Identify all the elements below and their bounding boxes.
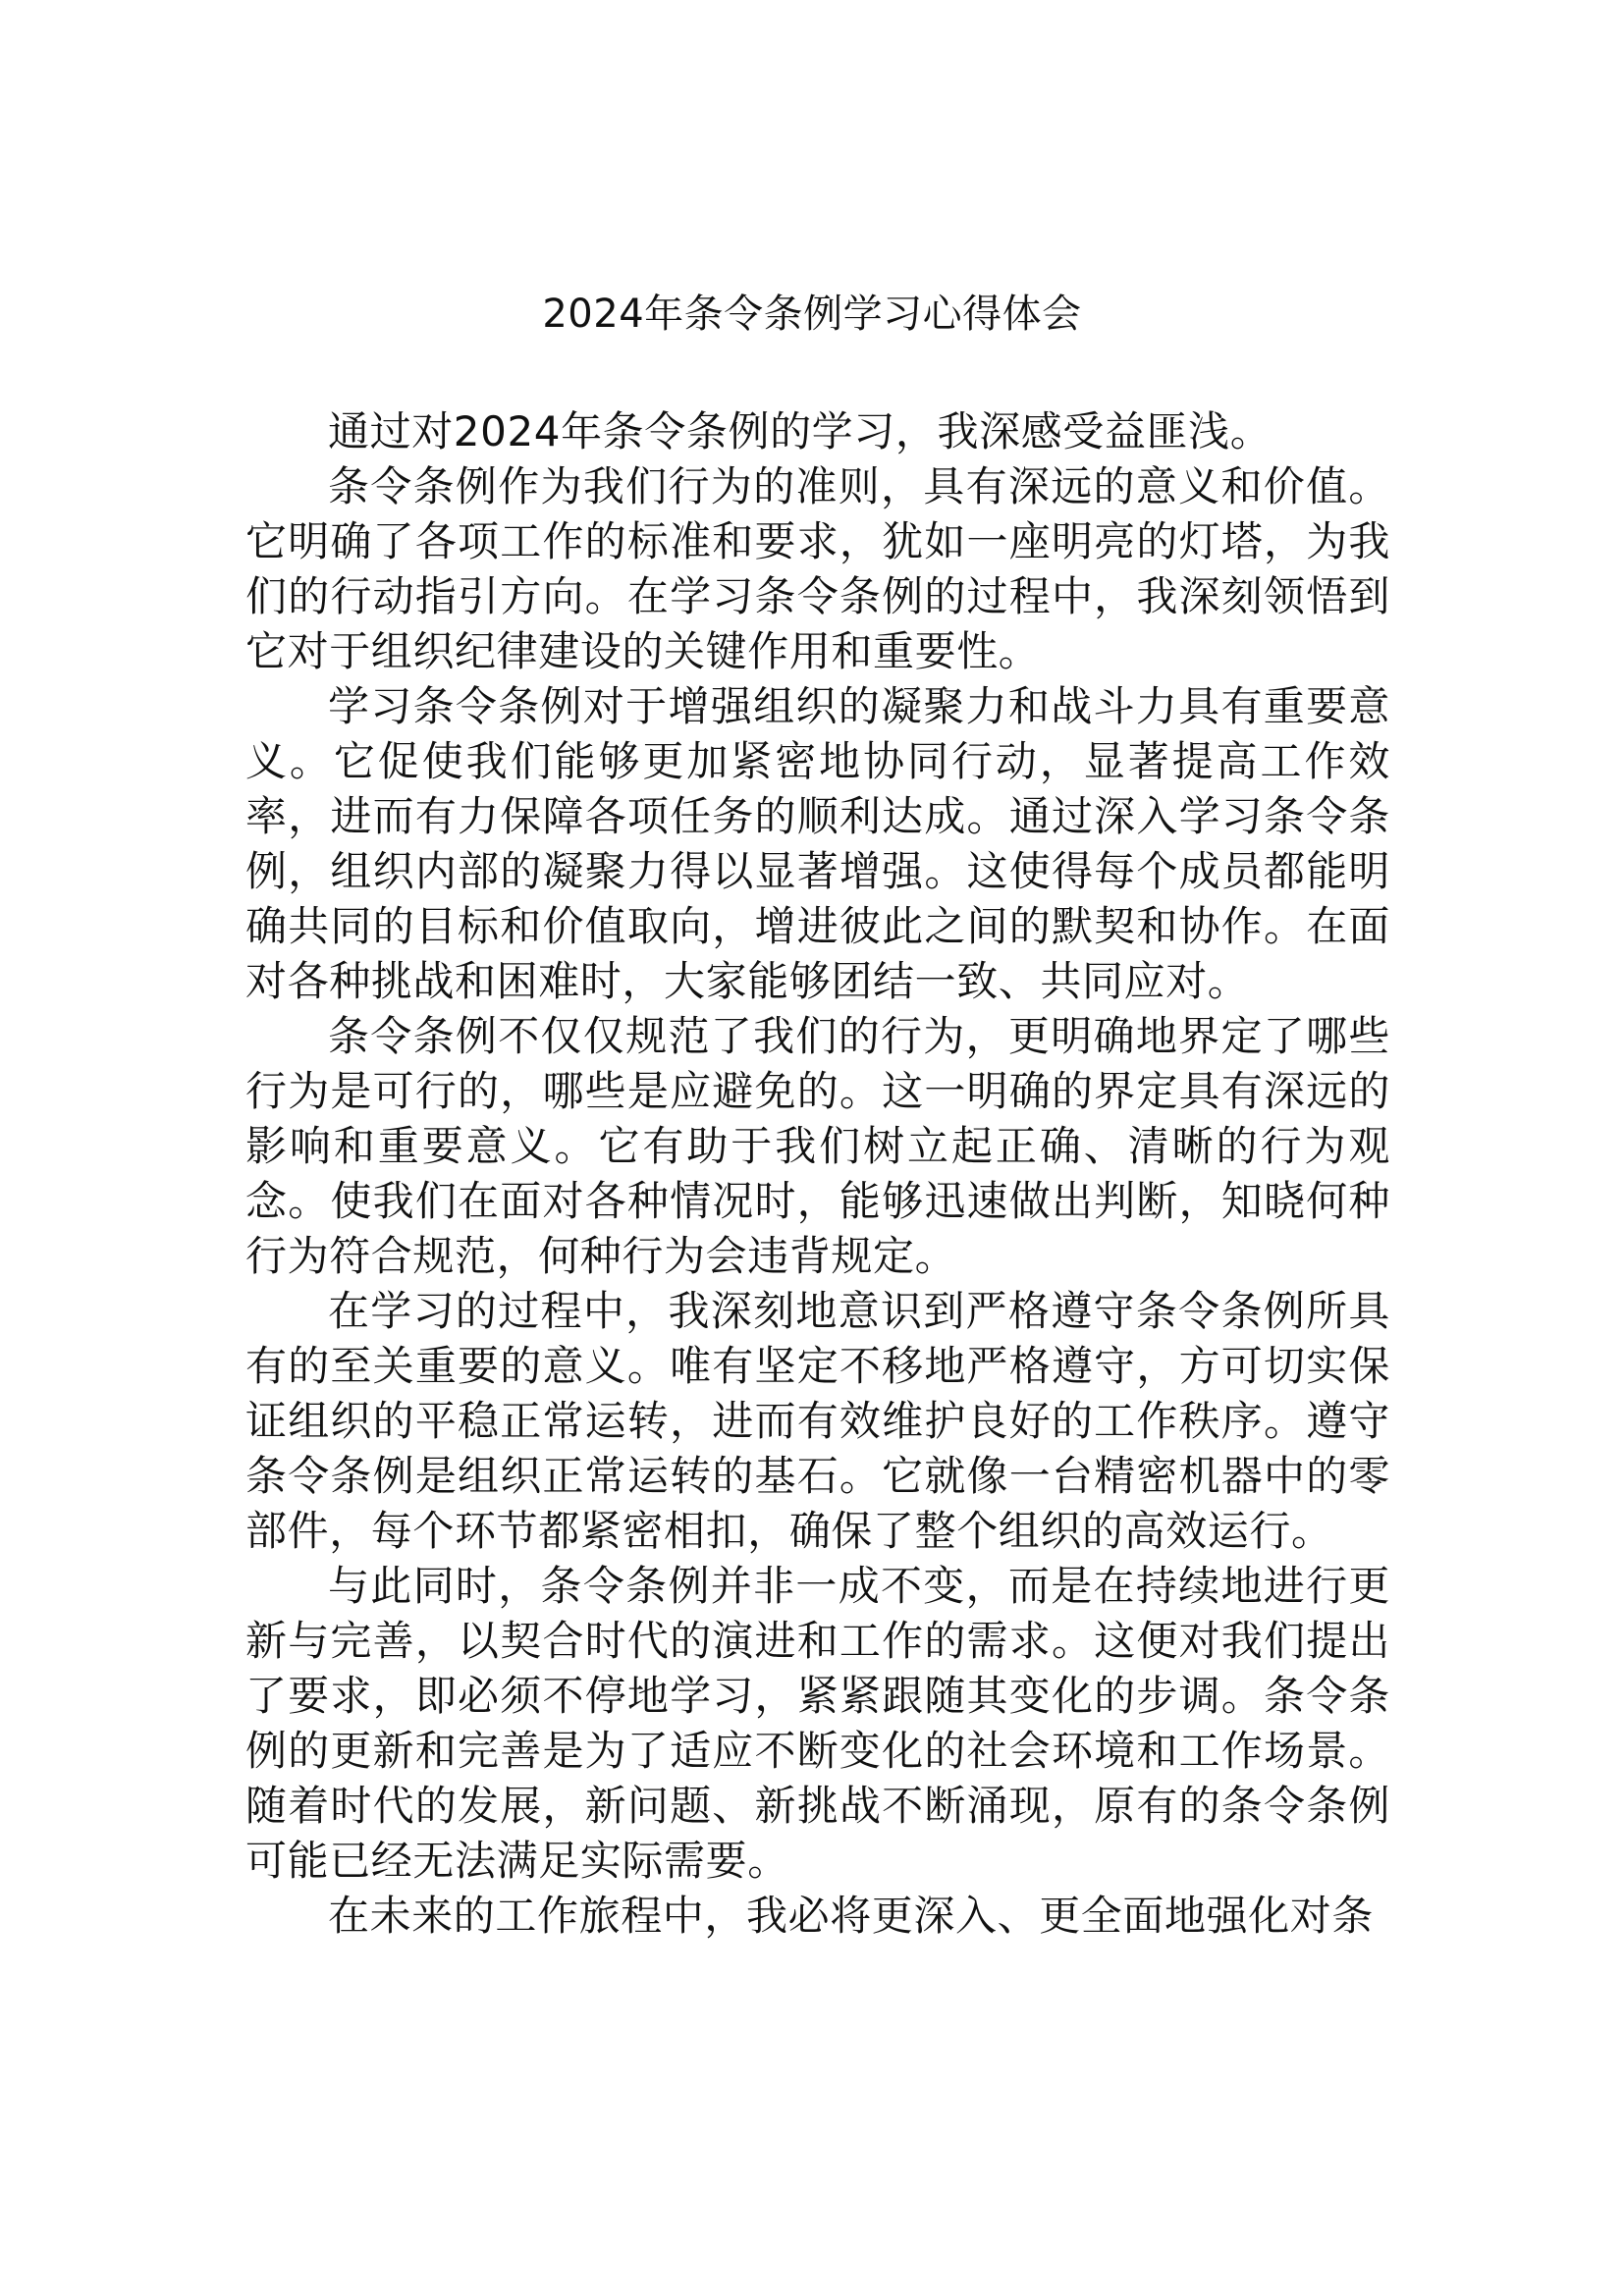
paragraph-7: 在未来的工作旅程中，我必将更深入、更全面地强化对条 (328, 1892, 1375, 1940)
paragraph-6: 与此同时，条令条例并非一成不变，而是在持续地进行更新与完善，以契合时代的演进和工作的需求。这便对我们提出了要求，即必须不停地学习，紧紧跟随其变化的步调。条令条例的更新和完善是为了适应不断变化的社会环境和工作场景。随着时代的发展，新问题、新挑战不断涌现，原有的条令条例可能已经无法满足实际需要。 (245, 1562, 1390, 1885)
paragraph-1: 通过对2024年条令条例的学习，我深感受益匪浅。 (328, 407, 1272, 455)
paragraph-5: 在学习的过程中，我深刻地意识到严格遵守条令条例所具有的至关重要的意义。唯有坚定不移地严格遵守，方可切实保证组织的平稳正常运转，进而有效维护良好的工作秩序。遵守条令条例是组织正常运转的基石。它就像一台精密机器中的零部件，每个环节都紧密相扣，确保了整个组织的高效运行。 (245, 1287, 1390, 1555)
paragraph-3: 学习条令条例对于增强组织的凝聚力和战斗力具有重要意义。它促使我们能够更加紧密地协同行动，显著提高工作效率，进而有力保障各项任务的顺利达成。通过深入学习条令条例，组织内部的凝聚力得以显著增强。这使得每个成员都能明确共同的目标和价值取向，增进彼此之间的默契和协作。在面对各种挑战和困难时，大家能够团结一致、共同应对。 (245, 682, 1390, 1005)
paragraph-2: 条令条例作为我们行为的准则，具有深远的意义和价值。它明确了各项工作的标准和要求，犹如一座明亮的灯塔，为我们的行动指引方向。在学习条令条例的过程中，我深刻领悟到它对于组织纪律建设的关键作用和重要性。 (245, 462, 1390, 675)
document-body (245, 404, 1390, 1944)
document-title: 2024年条令条例学习心得体会 (542, 292, 1082, 337)
paragraph-4: 条令条例不仅仅规范了我们的行为，更明确地界定了哪些行为是可行的，哪些是应避免的。这一明确的界定具有深远的影响和重要意义。它有助于我们树立起正确、清晰的行为观念。使我们在面对各种情况时，能够迅速做出判断，知晓何种行为符合规范，何种行为会违背规定。 (245, 1012, 1390, 1280)
